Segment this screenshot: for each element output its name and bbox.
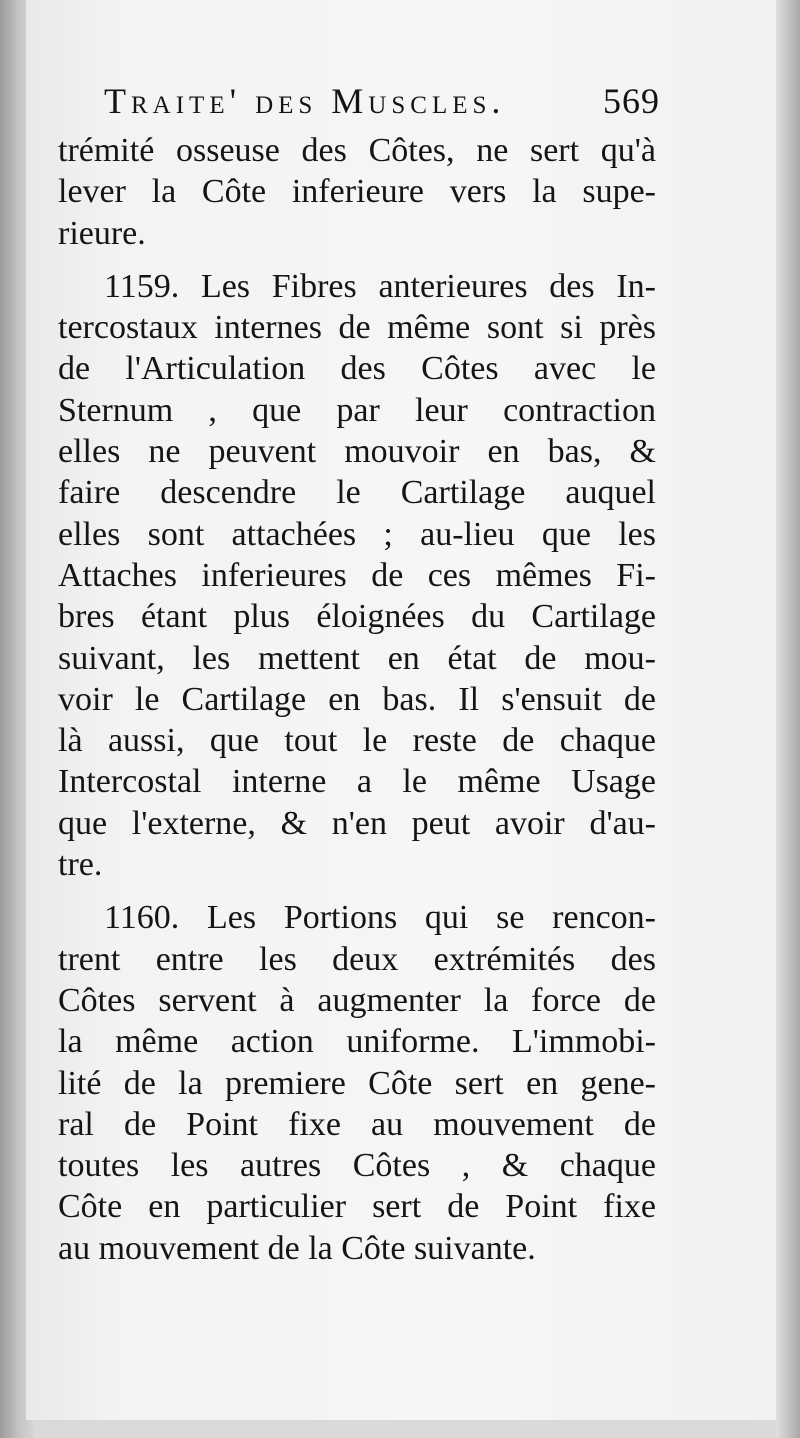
running-head: Traite' des Muscles. — [104, 81, 506, 121]
text-line: faire descendre le Cartilage auquel — [58, 474, 656, 512]
text-line: au mouvement de la Côte suivante. — [58, 1229, 536, 1267]
text-line: lité de la premiere Côte sert en gene- — [58, 1064, 656, 1102]
text-line: bres étant plus éloignées du Cartilage — [58, 598, 656, 636]
text-line: toutes les autres Côtes , & chaque — [58, 1147, 656, 1185]
text-line: lever la Côte inferieure vers la supe- — [58, 173, 656, 211]
page-header — [104, 80, 660, 126]
text-line: 1159. Les Fibres anterieures des In- — [104, 267, 656, 305]
text-line: tercostaux internes de même sont si près — [58, 309, 656, 347]
text-line: de l'Articulation des Côtes avec le — [58, 350, 656, 388]
body-text — [58, 130, 656, 1269]
text-line: suivant, les mettent en état de mou- — [58, 639, 656, 677]
text-line: ral de Point fixe au mouvement de — [58, 1105, 656, 1143]
text-line: tre. — [58, 846, 103, 884]
text-line: Attaches inferieures de ces mêmes Fi- — [58, 556, 656, 594]
text-line: 1160. Les Portions qui se rencon- — [104, 899, 656, 937]
text-line: trémité osseuse des Côtes, ne sert qu'à — [58, 132, 656, 169]
text-line: rieure. — [58, 214, 146, 252]
text-line: là aussi, que tout le reste de chaque — [58, 722, 656, 760]
text-line: Sternum , que par leur contraction — [58, 391, 656, 429]
text-line: Intercostal interne a le même Usage — [58, 763, 656, 801]
text-line: la même action uniforme. L'immobi- — [58, 1023, 656, 1061]
text-line: voir le Cartilage en bas. Il s'ensuit de — [58, 680, 656, 718]
text-line: Côtes servent à augmenter la force de — [58, 981, 656, 1019]
text-line: que l'externe, & n'en peut avoir d'au- — [58, 804, 656, 842]
page-edge-shadow — [776, 0, 800, 1438]
text-line: elles sont attachées ; au-lieu que les — [58, 515, 656, 553]
text-line: Côte en particulier sert de Point fixe — [58, 1188, 656, 1226]
page-number: 569 — [603, 81, 660, 121]
text-line: elles ne peuvent mouvoir en bas, & — [58, 433, 656, 471]
text-line: trent entre les deux extrémités des — [58, 940, 656, 978]
